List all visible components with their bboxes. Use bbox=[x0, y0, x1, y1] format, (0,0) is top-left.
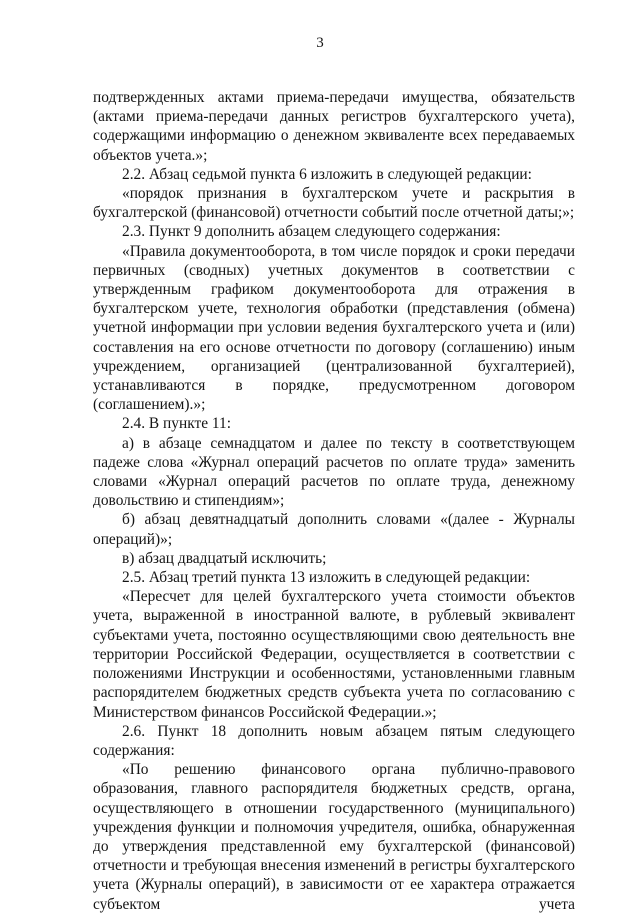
paragraph-2-4-b: б) абзац девятнадцатый дополнить словами «(далее - Журналы операций)»; bbox=[93, 511, 575, 548]
paragraph-quote-2-2: «порядок признания в бухгалтерском учете и раскрытия в бухгалтерской (финансовой) отчетности событий после отчетной даты;»; bbox=[93, 185, 575, 222]
paragraph-quote-2-5: «Пересчет для целей бухгалтерского учета стоимости объектов учета, выраженной в иностранной валюте, в рублевый эквивалент субъектами учета, постоянно осуществляющими свою деятельность вне территории Российской Федерации, осуществляется в соответствии с положениями Инструкции и особенностями, установленными главным распорядителем бюджетных средств субъекта учета по согласованию с Министерством финансов Российской Федерации.»; bbox=[93, 588, 575, 721]
paragraph-2-4-c: в) абзац двадцатый исключить; bbox=[122, 549, 327, 567]
paragraph-quote-2-3: «Правила документооборота, в том числе порядок и сроки передачи первичных (сводных) учетных документов в соответствии с утвержденным графиком документооборота для отражения в бухгалтерском учете, технология обработки (представления (обмена) учетной информации при условии ведения бухгалтерского учета и (или) составления на его основе отчетности по договору (соглашению) иным учреждением, организацией (централизованной бухгалтерией), устанавливаются в порядке, предусмотренном договором (соглашением).»; bbox=[93, 242, 575, 414]
document-body bbox=[93, 88, 575, 914]
paragraph-item-2-5: 2.5. Абзац третий пункта 13 изложить в следующей редакции: bbox=[122, 569, 531, 587]
page-number: 3 bbox=[316, 35, 324, 51]
paragraph-2-4-a: а) в абзаце семнадцатом и далее по тексту в соответствующем падеже слова «Журнал операций расчетов по оплате труда» заменить словами «Журнал операций расчетов по оплате труда, денежному довольствию и стипендиям»; bbox=[93, 434, 575, 510]
paragraph-continuation: подтвержденных актами приема-передачи имущества, обязательств (актами приема-передачи данных регистров бухгалтерского учета), содержащими информацию о денежном эквиваленте всех передаваемых объектов учета.»; bbox=[93, 89, 575, 164]
paragraph-item-2-4: 2.4. В пункте 11: bbox=[122, 415, 231, 433]
paragraph-item-2-3: 2.3. Пункт 9 дополнить абзацем следующего содержания: bbox=[122, 223, 501, 241]
paragraph-item-2-2: 2.2. Абзац седьмой пункта 6 изложить в следующей редакции: bbox=[122, 165, 532, 183]
paragraph-quote-2-6: «По решению финансового органа публично-правового образования, главного распорядителя бюджетных средств, органа, осуществляющего в отношении государственного (муниципального) учреждения функции и полномочия учредителя, ошибка, обнаруженная до утверждения представленной ему бухгалтерской (финансовой) отчетности и требующая внесения изменений в регистры бухгалтерского учета (Журналы операций), в зависимости от ее характера отражается субъектом учета bbox=[93, 761, 575, 913]
paragraph-item-2-6: 2.6. Пункт 18 дополнить новым абзацем пятым следующего содержания: bbox=[93, 722, 575, 759]
